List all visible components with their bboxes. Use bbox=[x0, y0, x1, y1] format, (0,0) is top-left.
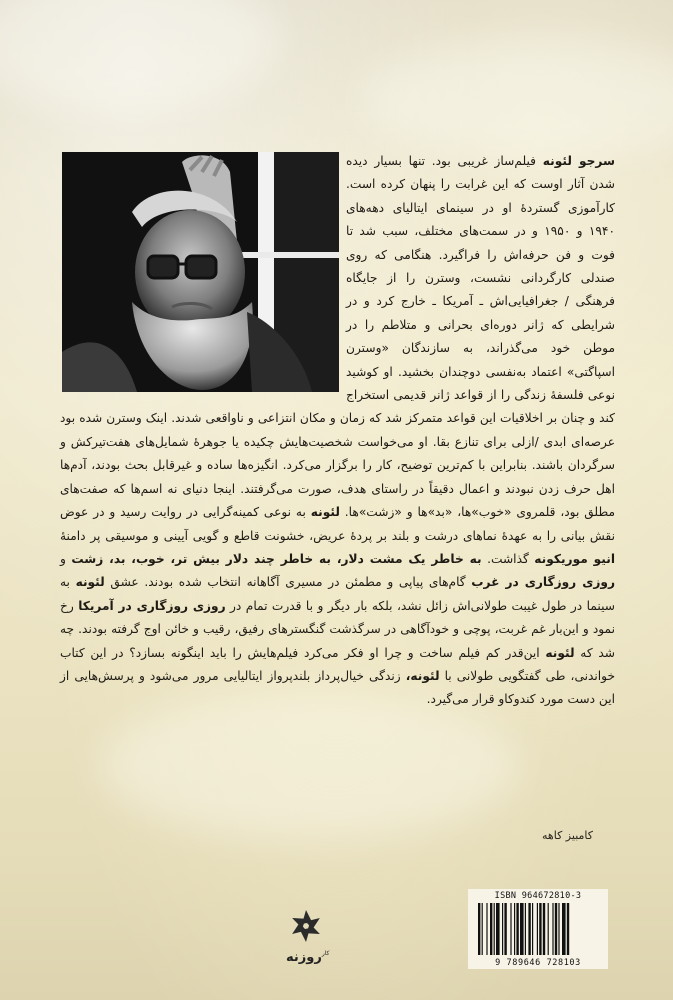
sky-cloud bbox=[360, 40, 673, 160]
publisher-mark: کار bbox=[321, 950, 330, 957]
text-run: گذاشت. bbox=[481, 551, 535, 566]
publisher-wordmark: روزنه bbox=[286, 950, 322, 965]
text-run: به نوعی کمینه‌گرایی در روایت رسید و در عوض نقش بیانی را به عهدهٔ نماهای درشت و بلند بر پردهٔ عریض، خشونت قاطع و گویی آیینی و موسیقی پر دامنهٔ bbox=[60, 505, 615, 543]
bold-run: روزی روزگاری در آمریکا bbox=[78, 598, 226, 613]
text-run: گام‌های پیاپی و مطمئن در مسیری آگاهانه انتخاب شده بودند. عشق bbox=[104, 575, 472, 590]
text-run: رخ نمود و این‌بار غم غربت، پوچی و خودآگاهی در سرگذشت گنگسترهای رفیق، رقیب و خائن اوج گرفته بودند. چه شد که bbox=[60, 598, 615, 660]
ean-digits: 9 789646 728103 bbox=[495, 958, 581, 968]
sky-cloud bbox=[0, 0, 280, 110]
isbn-text: ISBN 964672810-3 bbox=[494, 891, 582, 901]
back-cover-blurb bbox=[60, 150, 615, 712]
barcode-icon bbox=[478, 903, 598, 955]
bold-run: انیو موریکونه bbox=[534, 551, 616, 566]
aperture-icon bbox=[288, 908, 324, 944]
text-run: این‌قدر کم فیلم ساخت و چرا او فکر می‌کرد فیلم‌هایش را باید اینگونه بسازد؟ در این کتاب خواندنی، طی گفتگویی طولانی با bbox=[60, 645, 615, 683]
bold-run: روزی روزگاری در غرب bbox=[471, 575, 615, 590]
publisher-name bbox=[286, 950, 330, 965]
photo-spacer bbox=[60, 150, 346, 396]
author-signature: کامبیز کاهه bbox=[542, 829, 593, 842]
bold-run: لئونه، bbox=[405, 668, 440, 683]
bold-run: به خاطر یک مشت دلار، به خاطر چند دلار بیش تر، خوب، بد، زشت bbox=[71, 551, 482, 566]
bold-run: لئونه bbox=[545, 645, 575, 660]
bold-run: لئونه bbox=[75, 575, 105, 590]
text-run: و bbox=[60, 551, 72, 566]
bold-run: سرجو لئونه bbox=[542, 154, 615, 168]
publisher-logo bbox=[286, 908, 330, 965]
bold-run: لئونه bbox=[310, 505, 340, 520]
sky-cloud bbox=[100, 690, 520, 840]
barcode-label bbox=[468, 889, 608, 969]
text-run: به سینما در طول غیبت طولانی‌اش زائل نشد، بلکه بار دیگر و با قدرت تمام در bbox=[60, 575, 615, 613]
text-run: زندگی خیال‌پرداز بلندپرواز ایتالیایی مرور می‌شود و پرسش‌هایی از این دست مورد کندوکاو قرار می‌گیرد. bbox=[60, 668, 615, 707]
text-run: فیلم‌ساز غریبی بود. تنها بسیار دیده شدن آثار اوست که این غرابت را پنهان کرده است. کارآموزی گستردهٔ او در سینمای ایتالیای دهه‌های ۱۹۴۰ و ۱۹۵۰ و در سمت‌های مختلف، سبب شد تا فوت و فن حرفه‌اش را فراگیرد. هنگامی که روی صندلی کارگردانی نشست، وسترن را از جایگاه فرهنگی / جغرافیایی‌اش ـ آمریکا ـ خارج کرد و در شرایطی که ژانر دوره‌ای بحرانی و متلاطم را در موطن خود می‌گذراند، به سازندگان «وسترن اسپاگتی» اعتماد به‌نفسی دوچندان بخشید. او کوشید نوعی فلسفهٔ زندگی را از قواعد ژانر قدیمی استخراج کند و چنان بر اخلاقیات این قواعد متمرکز شد که زمان و مکان انتزاعی و ناواقعی شدند. اینک وسترن شده بود عرصه‌ای ابدی /ازلی برای تنازع بقا. او می‌خواست شخصیت‌هایش چکیده یا جوهرهٔ شمایل‌های هفت‌تیرکش و سرگردان باشند. بنابراین با کم‌ترین توضیح، کار را برگزار می‌کرد. انگیزه‌ها ساده و غیرقابل بحث بودند، آدم‌ها اهل حرف زدن نبودند و اعمال دقیقاً در راستای هدف، صورت می‌گرفتند. اینجا دنیای نه اسم‌ها که صفت‌های مطلق بود، قلمروی «خوب»ها، «بد»ها و «زشت»ها. bbox=[60, 154, 615, 520]
